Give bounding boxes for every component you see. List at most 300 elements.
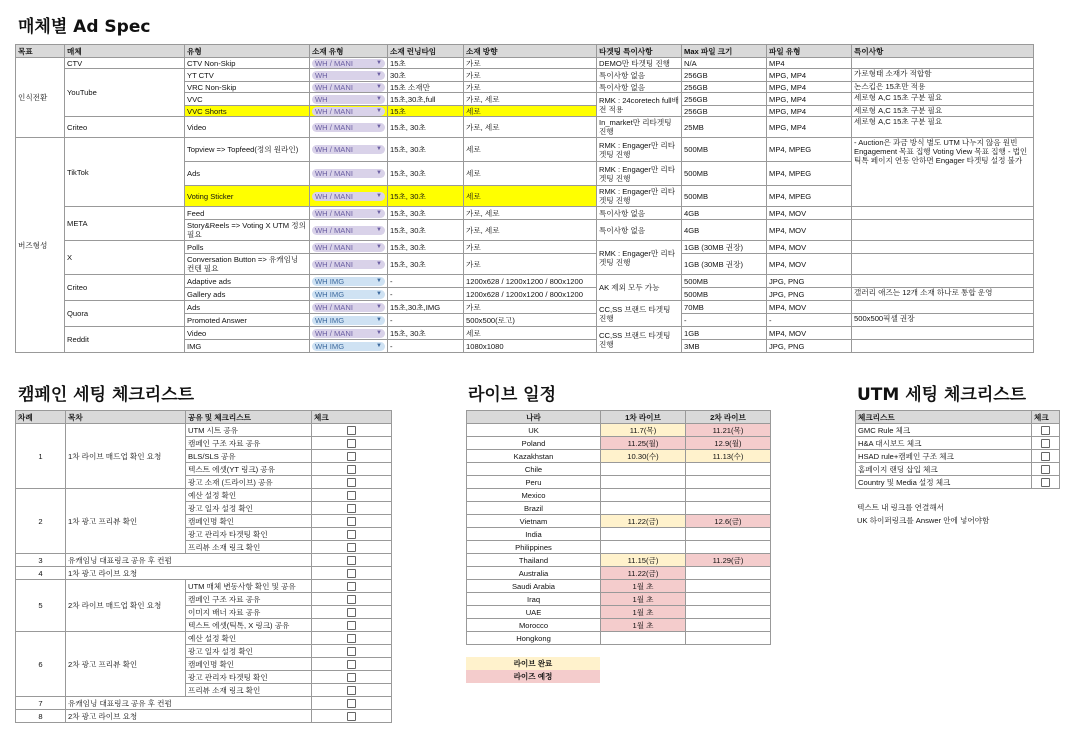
format-dropdown[interactable]: WH / MANI ▼ [312, 192, 385, 201]
step-number: 2 [16, 489, 66, 554]
utm-note-1: 텍스트 내 링크를 연결해서 [857, 503, 945, 512]
runtime-cell: 15초, 30초 [388, 117, 464, 138]
media-cell: Criteo [65, 117, 185, 138]
checkbox[interactable] [347, 621, 356, 630]
utm-col-header: 체크 [1032, 411, 1060, 424]
live-col-header: 나라 [467, 411, 601, 424]
media-cell: Criteo [65, 275, 185, 301]
utm-row [856, 463, 1060, 476]
ad-type-cell: VVC [185, 93, 310, 106]
runtime-cell: 15초 [388, 106, 464, 117]
note-cell: 세로형 A,C 15초 구분 필요 [852, 106, 1034, 117]
ad-type-cell: Polls [185, 241, 310, 254]
runtime-cell: 30초 [388, 69, 464, 82]
checkbox[interactable] [347, 660, 356, 669]
second-live-cell [686, 593, 771, 606]
campaign-row [16, 554, 392, 567]
note-cell: 가로형태 소재가 적합함 [852, 69, 1034, 82]
format-dropdown[interactable]: WH / MANI ▼ [312, 107, 385, 116]
step-number: 5 [16, 580, 66, 632]
note-cell [852, 58, 1034, 69]
second-live-cell [686, 476, 771, 489]
format-dropdown[interactable]: WH / MANI ▼ [312, 209, 385, 218]
utm-item: Country 및 Media 설정 체크 [856, 476, 1032, 489]
first-live-cell [601, 541, 686, 554]
spec-row [16, 58, 1034, 69]
max-size-cell: 256GB [682, 82, 767, 93]
live-row [467, 619, 771, 632]
format-dropdown[interactable]: WH IMG ▼ [312, 277, 385, 286]
check-cell [312, 502, 392, 515]
file-type-cell: - [767, 314, 852, 327]
country-cell: Thailand [467, 554, 601, 567]
ad-type-cell: YT CTV [185, 69, 310, 82]
max-size-cell: 500MB [682, 162, 767, 186]
note-cell: 500x500픽셀 권장 [852, 314, 1034, 327]
checklist-item: 프리뷰 소재 링크 확인 [186, 684, 312, 697]
note-cell [852, 254, 1034, 275]
chevron-down-icon: ▼ [376, 83, 382, 90]
first-live-cell: 11.25(월) [601, 437, 686, 450]
checkbox[interactable] [347, 517, 356, 526]
first-live-cell: 11.22(금) [601, 567, 686, 580]
runtime-cell: 15초, 30초 [388, 327, 464, 340]
file-type-cell: JPG, PNG [767, 288, 852, 301]
check-cell [312, 645, 392, 658]
check-cell [312, 541, 392, 554]
checkbox[interactable] [1041, 426, 1050, 435]
first-live-cell [601, 463, 686, 476]
legend-live-planned: 라이즈 예정 [466, 670, 600, 683]
country-cell: Australia [467, 567, 601, 580]
format-cell [310, 138, 388, 162]
max-size-cell: 25MB [682, 117, 767, 138]
checkbox[interactable] [347, 595, 356, 604]
direction-cell: 가로, 세로 [464, 207, 597, 220]
check-cell [312, 528, 392, 541]
targeting-cell: 특이사항 없음 [597, 82, 682, 93]
checklist-item: BLS/SLS 공유 [186, 450, 312, 463]
goal-cell: 인식전환 [16, 58, 65, 138]
max-size-cell: 3MB [682, 340, 767, 353]
campaign-row [16, 424, 392, 437]
file-type-cell: MP4, MOV [767, 207, 852, 220]
spec-col-header: 타겟팅 특이사항 [597, 45, 682, 58]
checklist-item: 광고 일자 설정 확인 [186, 645, 312, 658]
live-row [467, 632, 771, 645]
spec-col-header: 소재 방향 [464, 45, 597, 58]
media-cell: Quora [65, 301, 185, 327]
format-dropdown[interactable]: WH IMG ▼ [312, 342, 385, 351]
runtime-cell: 15초 [388, 58, 464, 69]
targeting-cell: 특이사항 없음 [597, 220, 682, 241]
direction-cell: 가로 [464, 254, 597, 275]
country-cell: Saudi Arabia [467, 580, 601, 593]
runtime-cell: 15초, 30초 [388, 207, 464, 220]
legend-live-done: 라이브 완료 [466, 657, 600, 670]
targeting-cell: RMK : Engager만 리타겟팅 진행 [597, 138, 682, 162]
runtime-cell: 15초, 30초 [388, 241, 464, 254]
checkbox[interactable] [347, 647, 356, 656]
media-cell: X [65, 241, 185, 275]
direction-cell: 세로 [464, 106, 597, 117]
spec-row [16, 301, 1034, 314]
checkbox[interactable] [347, 582, 356, 591]
ad-type-cell: Video [185, 327, 310, 340]
second-live-cell [686, 580, 771, 593]
check-cell [312, 632, 392, 645]
utm-checklist-title: UTM 세팅 체크리스트 [857, 385, 1027, 405]
format-dropdown[interactable]: WH / MANI ▼ [312, 260, 385, 269]
country-cell: UK [467, 424, 601, 437]
step-title: 1차 광고 라이브 요청 [66, 567, 312, 580]
max-size-cell: - [682, 314, 767, 327]
checkbox[interactable] [347, 426, 356, 435]
note-cell: 갤러리 애즈는 12개 소재 하나로 통합 운영 [852, 288, 1034, 301]
file-type-cell: MP4, MOV [767, 301, 852, 314]
check-cell [312, 476, 392, 489]
campaign-col-header: 공유 및 체크리스트 [186, 411, 312, 424]
check-cell [312, 515, 392, 528]
live-row [467, 554, 771, 567]
spec-col-header: 소재 런닝타임 [388, 45, 464, 58]
runtime-cell: 15초,30초,IMG [388, 301, 464, 314]
utm-row [856, 437, 1060, 450]
chevron-down-icon: ▼ [376, 146, 382, 152]
country-cell: Kazakhstan [467, 450, 601, 463]
check-cell [312, 606, 392, 619]
direction-cell: 1200x628 / 1200x1200 / 800x1200 [464, 275, 597, 288]
live-row [467, 541, 771, 554]
checklist-item: 캠페인명 확인 [186, 515, 312, 528]
max-size-cell: 256GB [682, 69, 767, 82]
media-cell: TikTok [65, 138, 185, 207]
country-cell: India [467, 528, 601, 541]
first-live-cell: 1월 초 [601, 580, 686, 593]
checkbox[interactable] [347, 452, 356, 461]
check-cell [312, 658, 392, 671]
checklist-item: 프리뷰 소재 링크 확인 [186, 541, 312, 554]
step-number: 1 [16, 424, 66, 489]
second-live-cell: 12.6(금) [686, 515, 771, 528]
targeting-cell: CC,SS 브랜드 타겟팅 진행 [597, 327, 682, 353]
format-dropdown[interactable]: WH / MANI ▼ [312, 303, 385, 312]
max-size-cell: 256GB [682, 106, 767, 117]
format-cell [310, 106, 388, 117]
targeting-cell: RMK : Engager만 리타겟팅 진행 [597, 241, 682, 275]
first-live-cell [601, 489, 686, 502]
max-size-cell: 70MB [682, 301, 767, 314]
format-cell [310, 58, 388, 69]
max-size-cell: 4GB [682, 220, 767, 241]
checkbox[interactable] [347, 504, 356, 513]
direction-cell: 1200x628 / 1200x1200 / 800x1200 [464, 288, 597, 301]
file-type-cell: MPG, MP4 [767, 117, 852, 138]
live-row [467, 476, 771, 489]
ad-type-cell: Ads [185, 162, 310, 186]
file-type-cell: MP4, MPEG [767, 138, 852, 162]
chevron-down-icon: ▼ [376, 107, 382, 114]
second-live-cell [686, 567, 771, 580]
note-cell [852, 301, 1034, 314]
country-cell: Mexico [467, 489, 601, 502]
checklist-item: 이미지 배너 자료 공유 [186, 606, 312, 619]
note-cell: 논스킵은 15초만 적용 [852, 82, 1034, 93]
spec-col-header: Max 파일 크기 [682, 45, 767, 58]
checkbox[interactable] [1041, 452, 1050, 461]
format-dropdown[interactable]: WH / MANI ▼ [312, 226, 385, 235]
step-number: 6 [16, 632, 66, 697]
spec-row [16, 275, 1034, 288]
ad-type-cell: Video [185, 117, 310, 138]
step-title: 유캐임닝 대표링크 공유 후 컨펌 [66, 554, 312, 567]
utm-note-2: UK 하이퍼링크를 Answer 안에 넣어야함 [857, 516, 990, 525]
chevron-down-icon: ▼ [376, 71, 382, 78]
runtime-cell: 15초, 30초 [388, 220, 464, 241]
check-cell [1032, 437, 1060, 450]
ad-type-cell: Topview => Topfeed(정의 원라인) [185, 138, 310, 162]
media-cell: YouTube [65, 69, 185, 117]
check-cell [312, 450, 392, 463]
format-dropdown[interactable]: WH / MANI ▼ [312, 329, 385, 338]
first-live-cell: 11.22(금) [601, 515, 686, 528]
check-cell [312, 593, 392, 606]
chevron-down-icon: ▼ [376, 290, 382, 297]
direction-cell: 가로 [464, 69, 597, 82]
file-type-cell: MPG, MP4 [767, 106, 852, 117]
checkbox[interactable] [347, 543, 356, 552]
check-cell [312, 437, 392, 450]
campaign-row [16, 710, 392, 723]
check-cell [312, 697, 392, 710]
first-live-cell: 10.30(수) [601, 450, 686, 463]
checkbox[interactable] [347, 673, 356, 682]
direction-cell: 1080x1080 [464, 340, 597, 353]
checkbox[interactable] [347, 634, 356, 643]
note-cell [852, 275, 1034, 288]
check-cell [312, 580, 392, 593]
checkbox[interactable] [347, 465, 356, 474]
spec-row [16, 69, 1034, 82]
first-live-cell [601, 476, 686, 489]
checkbox[interactable] [347, 556, 356, 565]
runtime-cell: - [388, 314, 464, 327]
check-cell [1032, 463, 1060, 476]
ad-spec-title: 매체별 Ad Spec [18, 17, 151, 37]
targeting-cell: In_market만 리타겟팅 진행 [597, 117, 682, 138]
format-cell [310, 301, 388, 314]
checkbox[interactable] [347, 478, 356, 487]
runtime-cell: 15초 소재만 [388, 82, 464, 93]
chevron-down-icon: ▼ [376, 303, 382, 310]
format-dropdown[interactable]: WH / MANI ▼ [312, 243, 385, 252]
step-title: 1차 광고 프리뷰 확인 [66, 489, 186, 554]
campaign-row [16, 580, 392, 593]
spec-col-header: 목표 [16, 45, 65, 58]
direction-cell: 가로, 세로 [464, 93, 597, 106]
step-title: 2차 광고 프리뷰 확인 [66, 632, 186, 697]
ad-type-cell: Adaptive ads [185, 275, 310, 288]
format-dropdown[interactable]: WH IMG ▼ [312, 290, 385, 299]
checklist-item: 광고 관리자 타겟팅 확인 [186, 671, 312, 684]
max-size-cell: 4GB [682, 207, 767, 220]
chevron-down-icon: ▼ [376, 123, 382, 130]
second-live-cell [686, 619, 771, 632]
file-type-cell: MP4, MOV [767, 327, 852, 340]
direction-cell: 세로 [464, 162, 597, 186]
note-cell [852, 207, 1034, 220]
second-live-cell: 11.29(금) [686, 554, 771, 567]
file-type-cell: MP4, MPEG [767, 162, 852, 186]
utm-row [856, 424, 1060, 437]
file-type-cell: MP4, MOV [767, 241, 852, 254]
chevron-down-icon: ▼ [376, 260, 382, 267]
chevron-down-icon: ▼ [376, 316, 382, 323]
ad-type-cell: Voting Sticker [185, 186, 310, 207]
campaign-row [16, 567, 392, 580]
format-cell [310, 220, 388, 241]
chevron-down-icon: ▼ [376, 277, 382, 284]
first-live-cell [601, 632, 686, 645]
check-cell [312, 671, 392, 684]
live-row [467, 567, 771, 580]
checkbox[interactable] [347, 686, 356, 695]
checklist-item: 캠페인 구조 자료 공유 [186, 437, 312, 450]
check-cell [312, 463, 392, 476]
media-cell: Reddit [65, 327, 185, 353]
spec-row [16, 207, 1034, 220]
format-dropdown[interactable]: WH / MANI ▼ [312, 59, 385, 68]
format-cell [310, 207, 388, 220]
country-cell: Morocco [467, 619, 601, 632]
campaign-checklist-table [15, 410, 392, 723]
check-cell [1032, 476, 1060, 489]
campaign-col-header: 차례 [16, 411, 66, 424]
checklist-item: 캠페인명 확인 [186, 658, 312, 671]
checkbox[interactable] [347, 712, 356, 721]
format-dropdown[interactable]: WH ▼ [312, 71, 385, 80]
live-row [467, 528, 771, 541]
check-cell [312, 710, 392, 723]
file-type-cell: JPG, PNG [767, 275, 852, 288]
spec-row [16, 327, 1034, 340]
goal-cell: 버즈형성 [16, 138, 65, 353]
format-dropdown[interactable]: WH IMG ▼ [312, 316, 385, 325]
media-cell: META [65, 207, 185, 241]
check-cell [312, 554, 392, 567]
format-cell [310, 254, 388, 275]
step-title: 1차 라이브 매드업 확인 요청 [66, 424, 186, 489]
format-cell [310, 82, 388, 93]
runtime-cell: 15초, 30초 [388, 186, 464, 207]
check-cell [312, 684, 392, 697]
max-size-cell: 1GB (30MB 권장) [682, 241, 767, 254]
country-cell: Poland [467, 437, 601, 450]
second-live-cell [686, 632, 771, 645]
checkbox[interactable] [347, 491, 356, 500]
format-dropdown[interactable]: WH ▼ [312, 95, 385, 104]
checkbox[interactable] [347, 608, 356, 617]
note-cell [852, 241, 1034, 254]
max-size-cell: 500MB [682, 186, 767, 207]
max-size-cell: N/A [682, 58, 767, 69]
chevron-down-icon: ▼ [376, 329, 382, 336]
checkbox[interactable] [347, 530, 356, 539]
chevron-down-icon: ▼ [376, 342, 382, 349]
spec-col-header: 유형 [185, 45, 310, 58]
first-live-cell: 11.7(목) [601, 424, 686, 437]
format-dropdown[interactable]: WH / MANI ▼ [312, 169, 385, 178]
direction-cell: 가로, 세로 [464, 117, 597, 138]
file-type-cell: MP4, MOV [767, 220, 852, 241]
country-cell: Hongkong [467, 632, 601, 645]
format-cell [310, 288, 388, 301]
format-dropdown[interactable]: WH / MANI ▼ [312, 123, 385, 132]
live-row [467, 593, 771, 606]
format-dropdown[interactable]: WH / MANI ▼ [312, 83, 385, 92]
live-row [467, 515, 771, 528]
targeting-cell: CC,SS 브랜드 타겟팅 진행 [597, 301, 682, 327]
chevron-down-icon: ▼ [376, 243, 382, 250]
chevron-down-icon: ▼ [376, 95, 382, 102]
second-live-cell [686, 502, 771, 515]
chevron-down-icon: ▼ [376, 170, 382, 176]
direction-cell: 가로 [464, 241, 597, 254]
second-live-cell [686, 541, 771, 554]
file-type-cell: MPG, MP4 [767, 93, 852, 106]
country-cell: Brazil [467, 502, 601, 515]
utm-item: 홈페이지 랜딩 삽입 체크 [856, 463, 1032, 476]
utm-item: HSAD rule+캠페인 구조 체크 [856, 450, 1032, 463]
targeting-cell: 특이사항 없음 [597, 207, 682, 220]
live-row [467, 606, 771, 619]
checklist-item: 예산 설정 확인 [186, 489, 312, 502]
format-cell [310, 275, 388, 288]
targeting-cell: RMK : 24coretech full배전 적용 [597, 93, 682, 117]
second-live-cell [686, 528, 771, 541]
checkbox[interactable] [347, 569, 356, 578]
check-cell [312, 424, 392, 437]
checkbox[interactable] [1041, 478, 1050, 487]
format-cell [310, 241, 388, 254]
direction-cell: 세로 [464, 186, 597, 207]
utm-checklist-table [855, 410, 1060, 489]
max-size-cell: 256GB [682, 93, 767, 106]
ad-type-cell: VRC Non-Skip [185, 82, 310, 93]
first-live-cell: 1월 초 [601, 606, 686, 619]
checklist-item: UTM 매체 변동사항 확인 및 공유 [186, 580, 312, 593]
checkbox[interactable] [1041, 439, 1050, 448]
country-cell: UAE [467, 606, 601, 619]
max-size-cell: 500MB [682, 138, 767, 162]
country-cell: Chile [467, 463, 601, 476]
chevron-down-icon: ▼ [376, 59, 382, 66]
ad-type-cell: Story&Reels => Voting X UTM 정의 필요 [185, 220, 310, 241]
direction-cell: 가로, 세로 [464, 220, 597, 241]
checkbox[interactable] [347, 699, 356, 708]
note-cell: - Auction은 과금 방식 별도 UTM 나누지 않음 원빈 Engagement 목표 집행 Voting View 목표 집행 - 법인 틱톡 페이지 연동 안하면 Engager 타겟팅 설정 불가 [852, 138, 1034, 207]
first-live-cell: 11.15(금) [601, 554, 686, 567]
second-live-cell [686, 489, 771, 502]
checkbox[interactable] [1041, 465, 1050, 474]
live-schedule-table [466, 410, 771, 645]
checklist-item: 광고 일자 설정 확인 [186, 502, 312, 515]
checkbox[interactable] [347, 439, 356, 448]
max-size-cell: 500MB [682, 275, 767, 288]
format-dropdown[interactable]: WH / MANI ▼ [312, 145, 385, 154]
step-number: 4 [16, 567, 66, 580]
spec-col-header: 매체 [65, 45, 185, 58]
